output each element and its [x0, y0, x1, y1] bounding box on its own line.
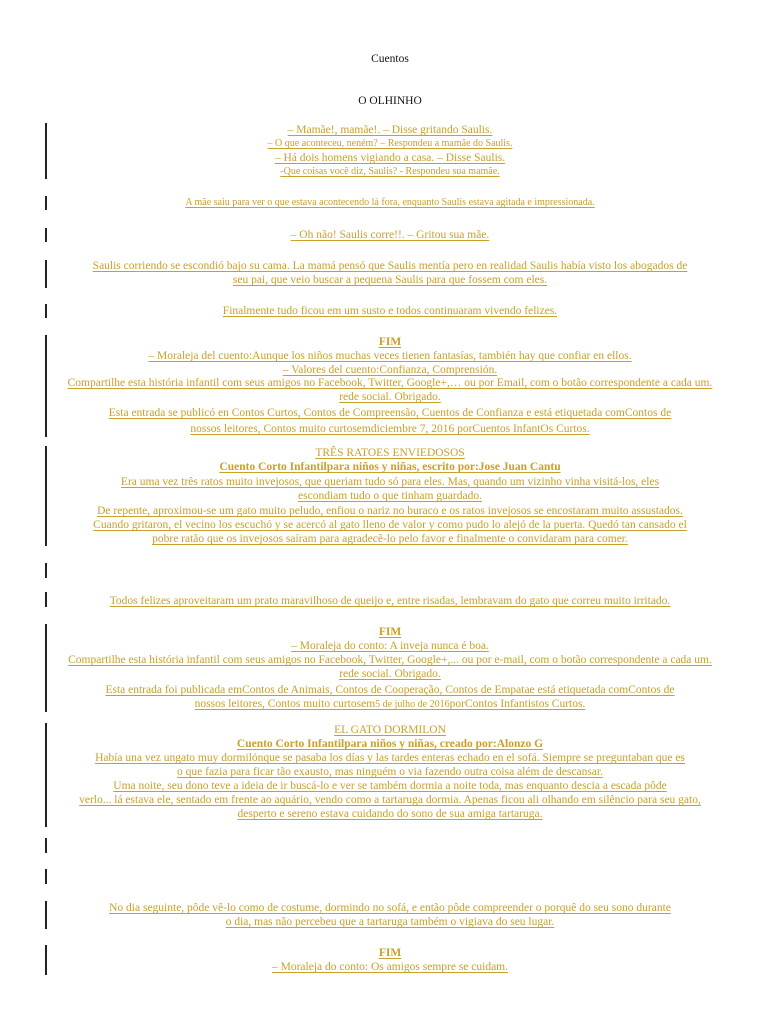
margin-bar [45, 723, 47, 827]
margin-bar [45, 446, 47, 546]
paragraph-line: Había una vez ungato muy dormilónque se pasaba los días y las tardes enteras echado en el sofá. Siempre se preguntaban que es [95, 752, 685, 764]
paragraph-line: De repente, aproximou-se um gato muito peludo, enfiou o nariz no buraco e os ratos invejosos se encostaram muito assustados. [97, 505, 683, 517]
share-line: rede social. Obrigado. [339, 668, 441, 680]
margin-bar [45, 196, 47, 210]
story3-byline: Cuento Corto Infantilpara niños y niñas, creado por:Alonzo G [236, 738, 544, 750]
paragraph-line: verlo... lá estava ele, sentado em frente ao aquário, vendo como a tartaruga dormia. Apenas ficou ali olhando em silêncio para seu gato, [79, 794, 701, 806]
paragraph-line: desperto e sereno estava cuidando do sono de sua amiga tartaruga. [237, 808, 543, 820]
entry-date: 5 de julho de 2016 [375, 699, 450, 710]
margin-bar [45, 945, 47, 975]
margin-bar [45, 624, 47, 712]
story-ending: Finalmente tudo ficou em um susto e todos continuaram vivendo felizes. [222, 305, 558, 317]
margin-bar [45, 563, 47, 578]
dialogue-line: – Oh não! Saulis corre!!. – Gritou sua mãe. [290, 229, 490, 241]
margin-bar [45, 901, 47, 929]
narration: A mãe saiu para ver o que estava acontecendo lá fora, enquanto Saulis estava agitada e impressionada. [185, 197, 595, 208]
dialogue-line: – O que aconteceu, neném? – Respondeu a mamãe do Saulis. [267, 138, 513, 149]
paragraph-line: Uma noite, seu dono teve a ideia de ir buscá-lo e ver se também dormia a noite toda, mas enquanto descia a escada pôde [113, 780, 667, 792]
entry-author[interactable]: porContos Infantistos Curtos. [449, 698, 586, 710]
dialogue-line: – Mamãe!, mamãe!. – Disse gritando Saulis. [287, 124, 493, 136]
values-line: – Valores del cuento:Confianza, Comprensión. [282, 364, 498, 376]
story1-title: O OLHINHO [358, 95, 422, 107]
paragraph-line: No dia seguinte, pôde vê-lo como de costume, dormindo no sofá, e então pôde compreender o porquê do seu sono durante [109, 902, 671, 914]
dialogue-line: -Que coisas você diz, Saulis? - Respondeu sua mamãe. [280, 166, 500, 177]
entry-meta-line[interactable]: Esta entrada foi publicada emContos de Animais, Contos de Cooperação, Contos de Empatae está etiquetada comContos de [105, 684, 675, 696]
paragraph-line: Saulis corriendo se escondió bajo su cama. La mamá pensó que Saulis mentía pero en realidad Saulis había visto los abogados de [92, 260, 688, 272]
margin-bar [45, 838, 47, 853]
margin-bar [45, 260, 47, 288]
margin-bar [45, 869, 47, 884]
page-category: Cuentos [371, 53, 409, 65]
paragraph-line: o dia, mas não percebeu que a tartaruga também o vigiava do seu lugar. [225, 916, 555, 928]
moral-line: – Moraleja do conto: A inveja nunca é boa. [291, 640, 489, 652]
entry-meta-text: nossos leitores, Contos muito curtosem [194, 698, 376, 710]
paragraph-line: o que fazia para ficar tão exausto, mas ninguém o via fazendo outra coisa além de descansar. [177, 766, 603, 778]
paragraph-line: pobre ratão que os invejosos saíram para agradecê-lo pelo favor e finalmente o convidaram para comer. [152, 533, 628, 545]
margin-bar [45, 304, 47, 318]
moral-line: – Moraleja del cuento:Aunque los niños muchas veces tienen fantasías, también hay que confiar en ellos. [148, 350, 632, 362]
fim-heading: FIM [378, 626, 402, 638]
paragraph-line: Cuando gritaron, el vecino los escuchó y se acercó al gato lleno de valor y como pudo lo alejó de la puerta. Quedó tan cansado el [93, 519, 687, 531]
share-line: rede social. Obrigado. [339, 391, 441, 403]
margin-bar [45, 335, 47, 437]
story2-byline: Cuento Corto Infantilpara niños y niñas, escrito por:Jose Juan Cantu [219, 461, 561, 473]
story-ending: Todos felizes aproveitaram um prato maravilhoso de queijo e, entre risadas, lembravam do gato que correu muito irritado. [109, 595, 671, 607]
story2-title: TRÊS RATOES ENVIEDOSOS [315, 447, 465, 459]
paragraph-line: escondiam tudo o que tinham guardado. [298, 490, 482, 502]
fim-heading: FIM [378, 947, 402, 959]
dialogue-line: – Há dois homens vigiando a casa. – Disse Saulis. [274, 152, 506, 164]
entry-meta-line[interactable] [50, 698, 730, 711]
entry-meta-line[interactable]: nossos leitores, Contos muito curtosemdiciembre 7, 2016 porCuentos InfantOs Curtos. [190, 423, 590, 435]
story3-title: EL GATO DORMILON [334, 724, 446, 736]
entry-meta-line[interactable]: Esta entrada se publicó en Contos Curtos, Contos de Compreensão, Cuentos de Confianza e está etiquetada comContos de [108, 407, 672, 419]
paragraph-line: seu pai, que veio buscar a pequena Saulis para que fossem com eles. [232, 274, 548, 286]
paragraph-line: Era uma vez três ratos muito invejosos, que queriam tudo só para eles. Mas, quando um vizinho vinha visitá-los, eles [120, 476, 660, 488]
share-line[interactable]: Compartilhe esta história infantil com seus amigos no Facebook, Twitter, Google+,… ou por Email, com o botão correspondente a cada um. [67, 377, 713, 389]
fim-heading: FIM [378, 336, 402, 348]
margin-bar [45, 123, 47, 179]
margin-bar [45, 228, 47, 242]
moral-line: – Moraleja do conto: Os amigos sempre se cuidam. [271, 961, 508, 973]
share-line[interactable]: Compartilhe esta história infantil com seus amigos no Facebook, Twitter, Google+,... ou por e-mail, com o botão correspondente a cada um. [68, 654, 712, 666]
margin-bar [45, 592, 47, 607]
